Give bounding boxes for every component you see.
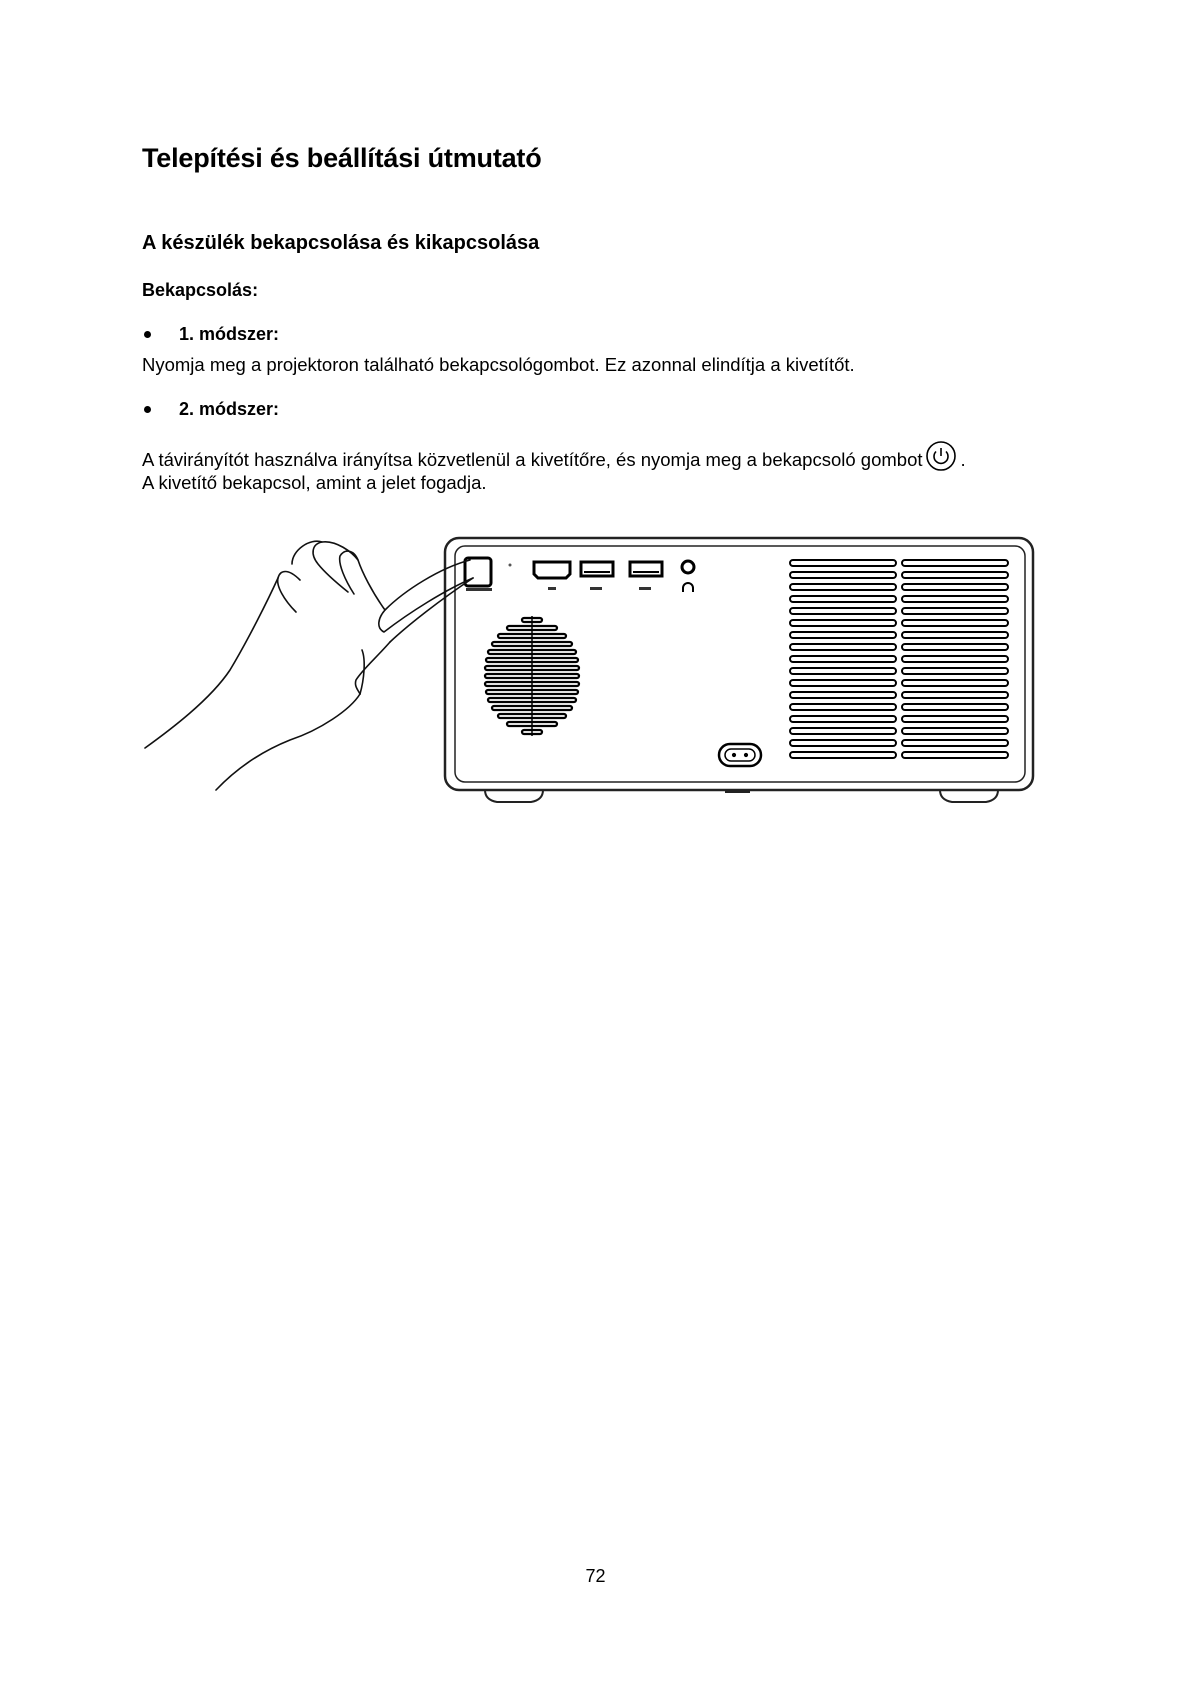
section-title: A készülék bekapcsolása és kikapcsolása [142,232,540,254]
hand-icon [145,541,473,790]
power-button-icon [465,558,492,591]
vent-grille-icon [790,560,1008,758]
method-1-text: Nyomja meg a projektoron található bekapcsológombot. Ez azonnal elindítja a kivetítőt. [142,354,855,375]
method-1-label-text: 1. módszer: [179,324,280,344]
speaker-grille-icon [485,616,579,736]
method-1-label [142,324,279,345]
subsection-title: Bekapcsolás: [142,280,259,300]
usb-port-icon [581,562,613,590]
method-2-line-2: A kivetítő bekapcsol, amint a jelet fogadja. [142,472,487,493]
audio-jack-icon [682,561,694,592]
page-title: Telepítési és beállítási útmutató [142,143,542,173]
bullet-icon [144,331,151,338]
projector-back-panel-drawing [140,530,1040,820]
method-2-text-before: A távirányítót használva irányítsa közvetlenül a kivetítőre, és nyomja meg a bekapcsoló gombot [142,449,923,470]
usb-port-icon [630,562,662,590]
projector-illustration [140,530,1040,825]
method-2-label [142,399,279,420]
method-2-label-text: 2. módszer: [179,399,280,419]
page-number: 72 [585,1566,606,1586]
led-indicator [509,564,512,567]
power-socket-icon [719,744,761,766]
method-2-text-after: . [960,449,966,470]
hdmi-port-icon [534,562,570,590]
bullet-icon [144,406,151,413]
power-icon [925,440,957,480]
